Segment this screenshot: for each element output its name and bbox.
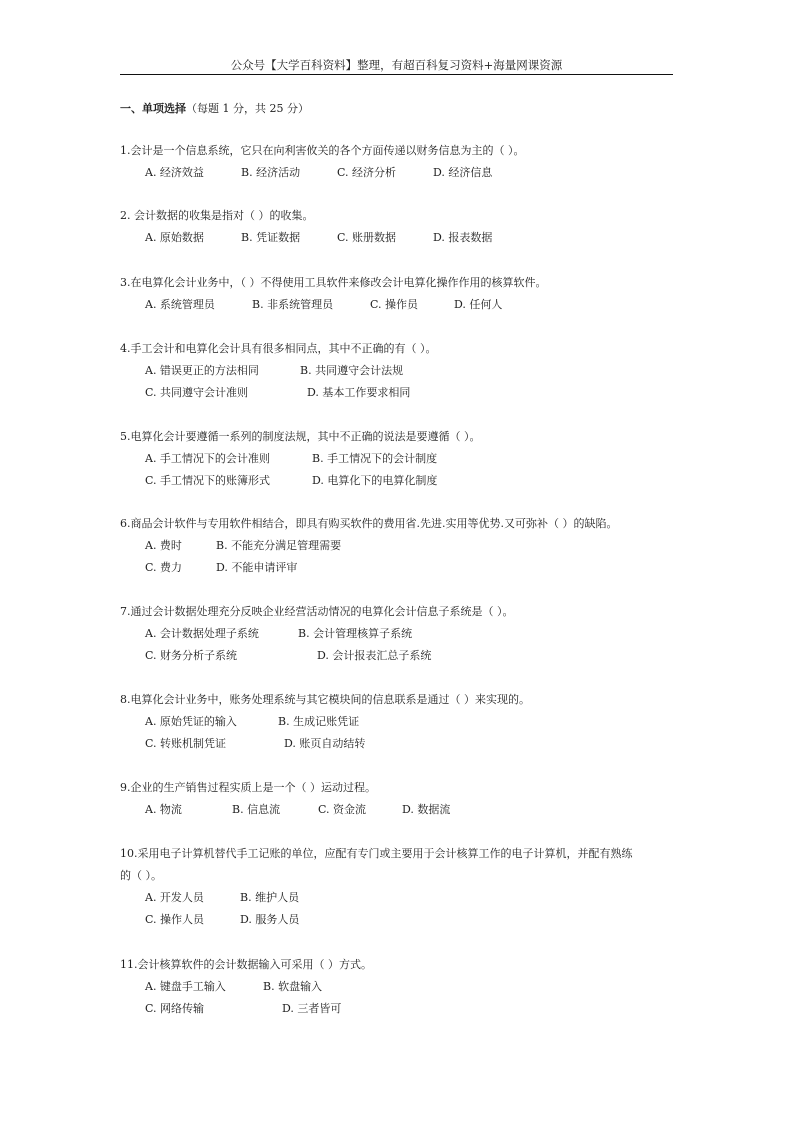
question-7 bbox=[120, 601, 680, 667]
option-row bbox=[120, 799, 680, 821]
question-9 bbox=[120, 777, 680, 821]
option-row bbox=[120, 733, 680, 755]
option-d: D. 不能申请评审 bbox=[216, 561, 298, 574]
option-row bbox=[120, 448, 680, 470]
option-a: A. 经济效益 bbox=[145, 166, 204, 179]
option-c: C. 费力 bbox=[145, 561, 183, 574]
option-row bbox=[120, 711, 680, 733]
option-a: A. 物流 bbox=[145, 803, 182, 816]
question-stem: 11.会计核算软件的会计数据输入可采用（ ）方式。 bbox=[120, 958, 372, 971]
option-b: B. 会计管理核算子系统 bbox=[298, 627, 413, 640]
option-row bbox=[120, 162, 680, 184]
option-b: B. 凭证数据 bbox=[241, 231, 301, 244]
option-row bbox=[120, 998, 680, 1020]
option-d: D. 会计报表汇总子系统 bbox=[317, 649, 432, 662]
option-c: C. 账册数据 bbox=[337, 231, 397, 244]
option-a: A. 原始凭证的输入 bbox=[145, 715, 237, 728]
section-title: 一、单项选择 bbox=[120, 102, 186, 115]
option-row bbox=[120, 557, 680, 579]
option-c: C. 操作员 bbox=[370, 298, 419, 311]
option-b: B. 共同遵守会计法规 bbox=[300, 364, 404, 377]
option-c: C. 网络传输 bbox=[145, 1002, 205, 1015]
option-row bbox=[120, 645, 680, 667]
option-row bbox=[120, 909, 680, 931]
option-d: D. 电算化下的电算化制度 bbox=[312, 474, 438, 487]
option-c: C. 操作人员 bbox=[145, 913, 205, 926]
question-stem: 3.在电算化会计业务中，（ ）不得使用工具软件来修改会计电算化操作作用的核算软件。 bbox=[120, 276, 547, 289]
option-a: A. 原始数据 bbox=[145, 231, 204, 244]
option-c: C. 财务分析子系统 bbox=[145, 649, 238, 662]
question-stem: 5.电算化会计要遵循一系列的制度法规，其中不正确的说法是要遵循（ ）。 bbox=[120, 430, 481, 443]
option-row bbox=[120, 294, 680, 316]
option-row bbox=[120, 227, 680, 249]
option-b: B. 手工情况下的会计制度 bbox=[312, 452, 438, 465]
question-stem: 4.手工会计和电算化会计具有很多相同点，其中不正确的有（ ）。 bbox=[120, 342, 437, 355]
option-a: A. 键盘手工输入 bbox=[145, 980, 226, 993]
option-row bbox=[120, 976, 680, 998]
option-c: C. 经济分析 bbox=[337, 166, 397, 179]
question-10 bbox=[120, 843, 680, 931]
option-b: B. 非系统管理员 bbox=[252, 298, 334, 311]
option-row bbox=[120, 887, 680, 909]
option-a: A. 费时 bbox=[145, 539, 182, 552]
question-8 bbox=[120, 689, 680, 755]
option-b: B. 不能充分满足管理需要 bbox=[216, 539, 342, 552]
question-stem: 9.企业的生产销售过程实质上是一个（ ）运动过程。 bbox=[120, 781, 376, 794]
option-d: D. 服务人员 bbox=[240, 913, 300, 926]
question-stem: 8.电算化会计业务中，账务处理系统与其它模块间的信息联系是通过（ ）来实现的。 bbox=[120, 693, 530, 706]
option-b: B. 经济活动 bbox=[241, 166, 301, 179]
option-row bbox=[120, 623, 680, 645]
option-row bbox=[120, 382, 680, 404]
section-heading bbox=[120, 100, 309, 116]
option-a: A. 错误更正的方法相同 bbox=[145, 364, 259, 377]
page-header: 公众号【大学百科资料】整理，有超百科复习资料+海量网课资源 bbox=[230, 58, 563, 72]
option-d: D. 报表数据 bbox=[433, 231, 493, 244]
question-5 bbox=[120, 426, 680, 492]
option-a: A. 系统管理员 bbox=[145, 298, 215, 311]
question-stem: 7.通过会计数据处理充分反映企业经营活动情况的电算化会计信息子系统是（ ）。 bbox=[120, 605, 514, 618]
question-3 bbox=[120, 272, 680, 316]
option-b: B. 维护人员 bbox=[240, 891, 300, 904]
option-d: D. 经济信息 bbox=[433, 166, 493, 179]
option-a: A. 会计数据处理子系统 bbox=[145, 627, 259, 640]
option-c: C. 共同遵守会计准则 bbox=[145, 386, 249, 399]
option-b: B. 信息流 bbox=[232, 803, 281, 816]
question-11 bbox=[120, 954, 680, 1020]
option-d: D. 三者皆可 bbox=[282, 1002, 342, 1015]
option-d: D. 账页自动结转 bbox=[284, 737, 366, 750]
option-b: B. 生成记账凭证 bbox=[278, 715, 360, 728]
question-1 bbox=[120, 140, 680, 184]
option-c: C. 手工情况下的账簿形式 bbox=[145, 474, 271, 487]
header-divider bbox=[120, 74, 673, 75]
question-6 bbox=[120, 513, 680, 579]
option-row bbox=[120, 470, 680, 492]
option-d: D. 数据流 bbox=[402, 803, 451, 816]
section-note: （每题 1 分，共 25 分） bbox=[186, 102, 309, 115]
option-row bbox=[120, 360, 680, 382]
option-a: A. 开发人员 bbox=[145, 891, 204, 904]
option-c: C. 转账机制凭证 bbox=[145, 737, 227, 750]
option-b: B. 软盘输入 bbox=[263, 980, 323, 993]
option-c: C. 资金流 bbox=[318, 803, 367, 816]
question-stem: 6.商品会计软件与专用软件相结合，即具有购买软件的费用省.先进.实用等优势.又可弥补（ ）的缺陷。 bbox=[120, 517, 618, 530]
question-2 bbox=[120, 205, 680, 249]
option-row bbox=[120, 535, 680, 557]
option-a: A. 手工情况下的会计准则 bbox=[145, 452, 270, 465]
question-4 bbox=[120, 338, 680, 404]
option-d: D. 任何人 bbox=[454, 298, 503, 311]
question-stem: 10.采用电子计算机替代手工记账的单位，应配有专门或主要用于会计核算工作的电子计算机，并配有熟练 bbox=[120, 847, 633, 860]
question-stem: 1.会计是一个信息系统，它只在向利害攸关的各个方面传递以财务信息为主的（ ）。 bbox=[120, 144, 525, 157]
question-stem: 的（ ）。 bbox=[120, 869, 162, 882]
question-stem: 2. 会计数据的收集是指对（ ）的收集。 bbox=[120, 209, 314, 222]
option-d: D. 基本工作要求相同 bbox=[307, 386, 411, 399]
